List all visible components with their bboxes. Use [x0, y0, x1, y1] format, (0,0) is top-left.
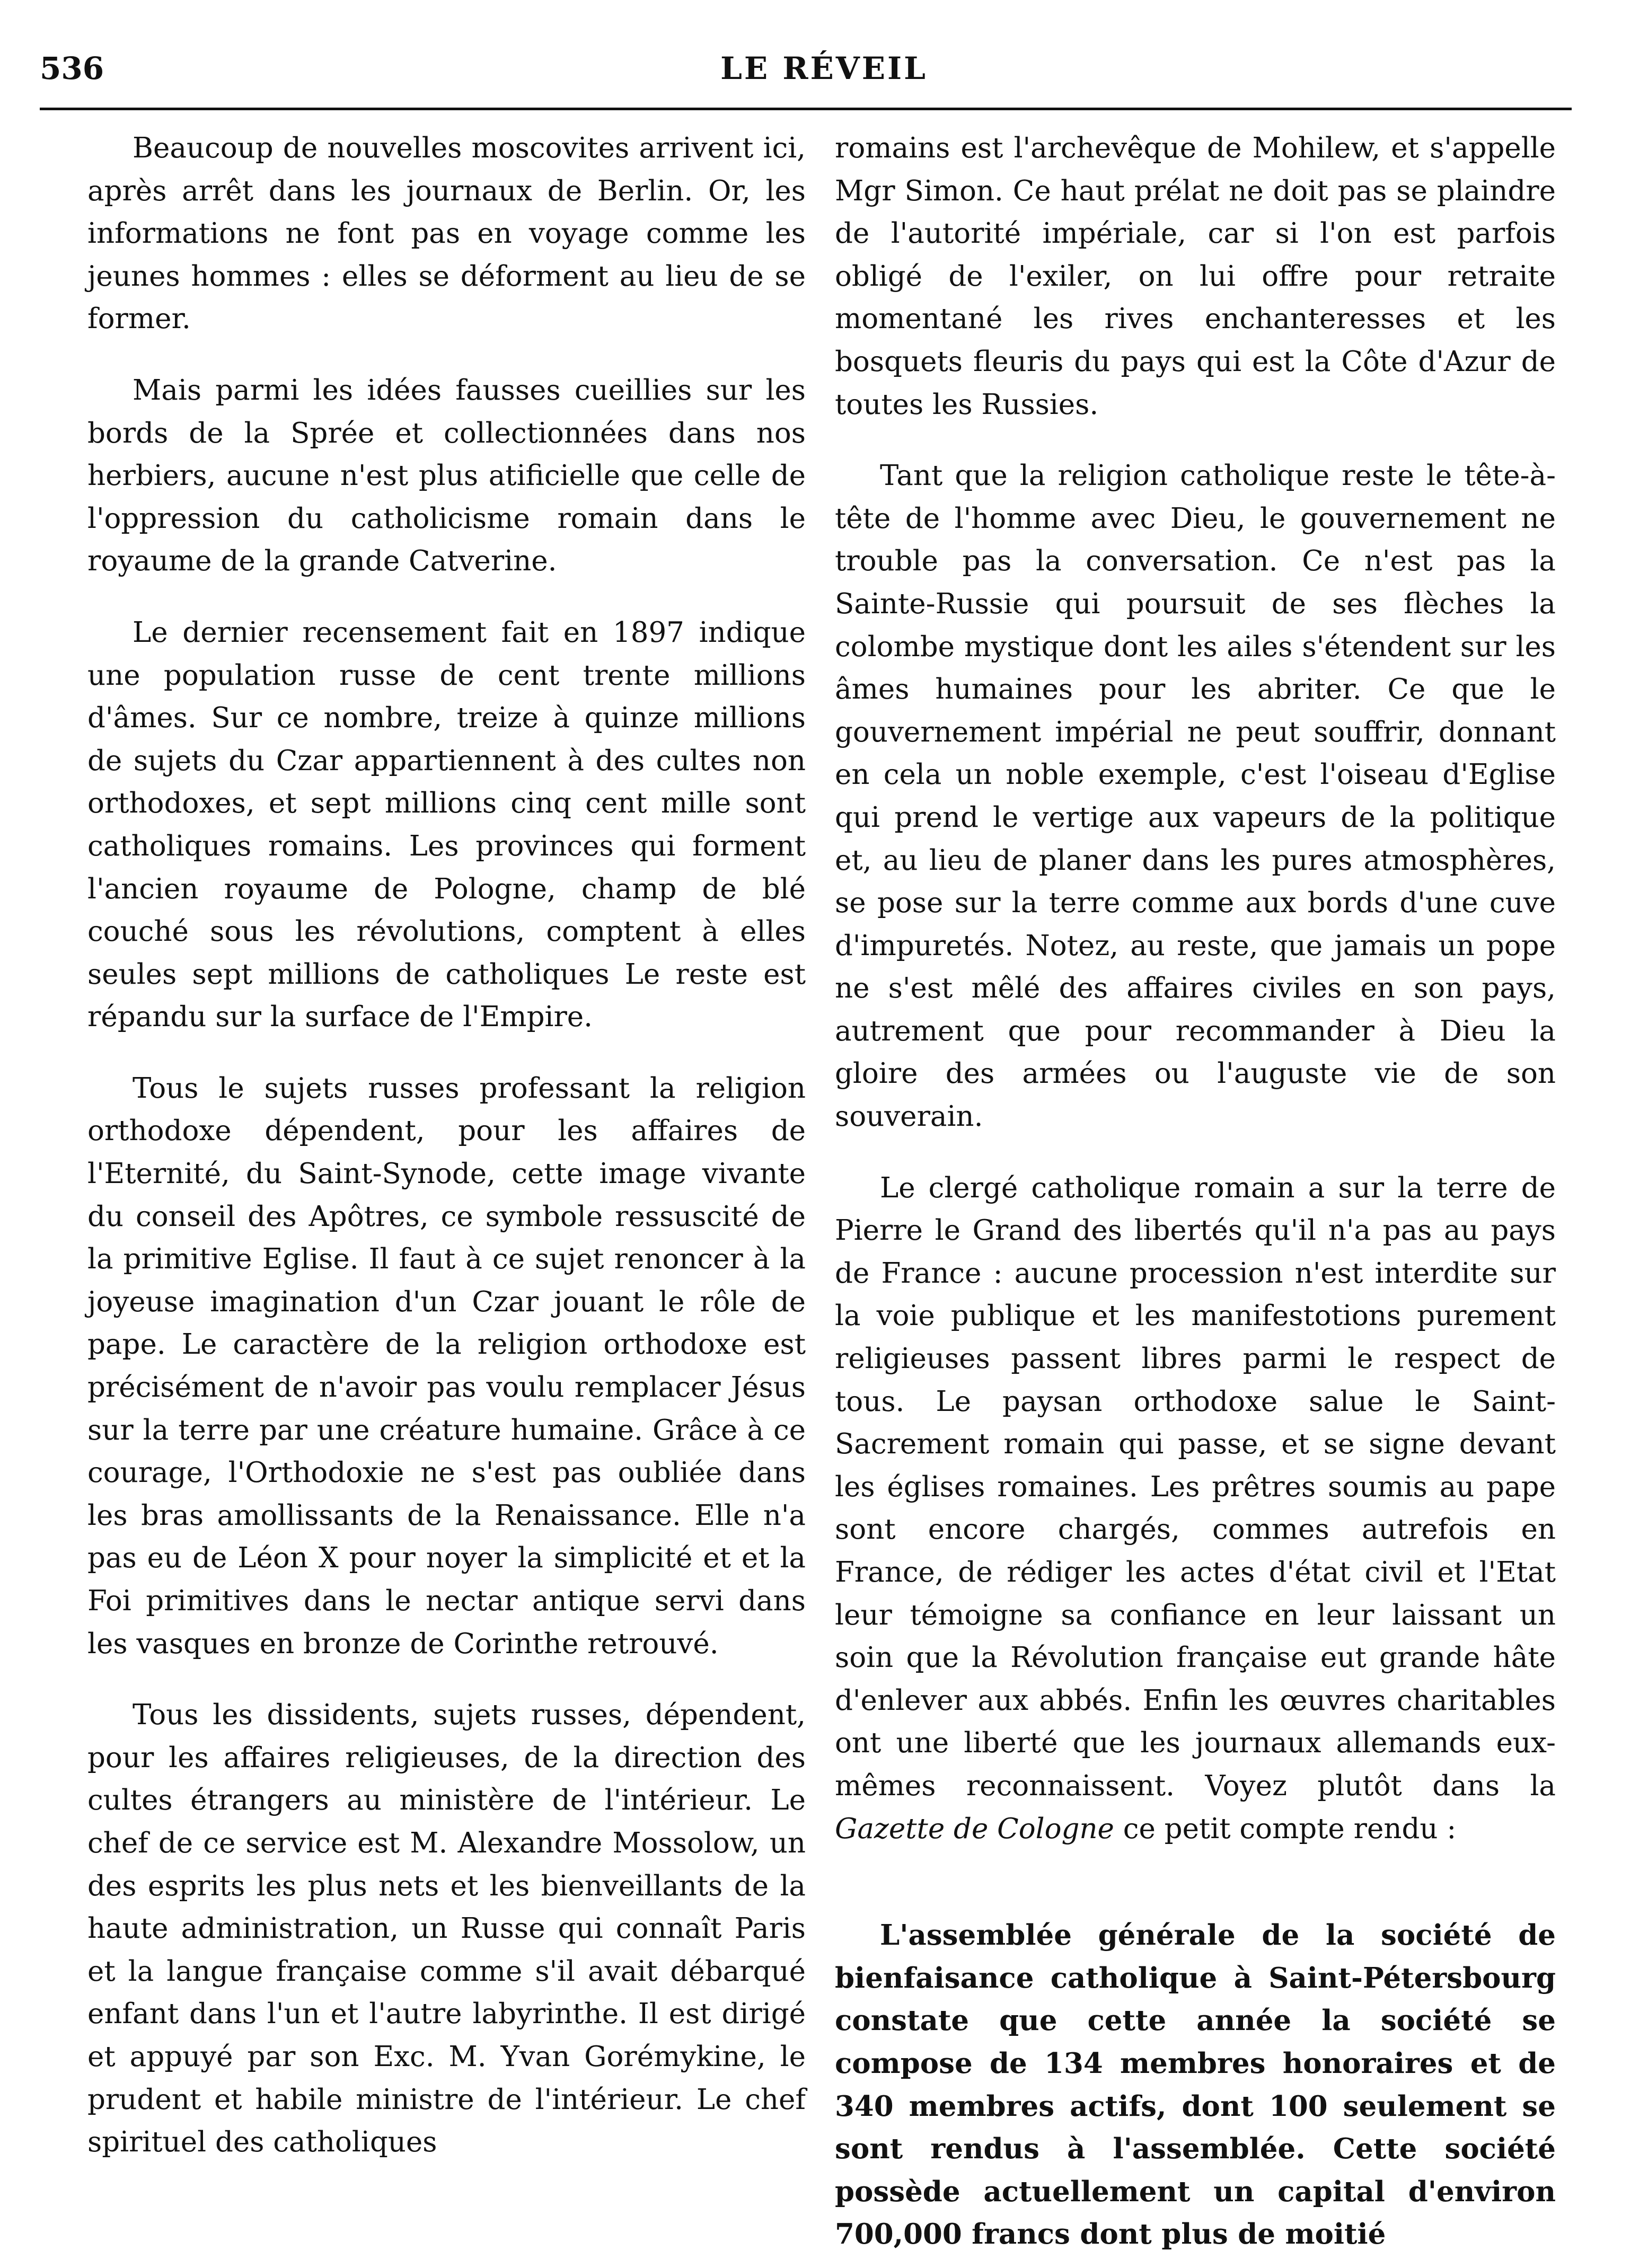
right-column — [835, 127, 1556, 2256]
page-number: 536 — [40, 50, 104, 86]
paragraph: Le dernier recensement fait en 1897 indique une population russe de cent trente millions d'âmes. Sur ce nombre, treize à quinze millions de sujets du Czar appartiennent à des cultes non orthodoxes, et sept millions cinq cent mille sont catholiques romains. Les provinces qui forment l'ancien royaume de Pologne, champ de blé couché sous les révolutions, comptent à elles seules sept millions de catholiques Le reste est répandu sur la surface de l'Empire. — [87, 616, 806, 1034]
header-rule — [40, 108, 1572, 110]
paragraph-continuation: romains est l'archevêque de Mohilew, et s'appelle Mgr Simon. Ce haut prélat ne doit pas se plaindre de l'autorité impériale, car si l'on est parfois obligé de l'exiler, on lui offre pour retraite momentané les rives enchanteresses et les bosquets fleuris du pays qui est la Côte d'Azur de toutes les Russies. — [835, 132, 1556, 421]
newspaper-title: Gazette de Cologne — [835, 1812, 1114, 1845]
paragraph: Tant que la religion catholique reste le tête-à-tête de l'homme avec Dieu, le gouvernement ne trouble pas la conversation. Ce n'est pas la Sainte-Russie qui poursuit de ses flèches la colombe mystique dont les ailes s'étendent sur les âmes humaines pour les abriter. Ce que le gouvernement impérial ne peut souffrir, donnant en cela un noble exemple, c'est l'oiseau d'Eglise qui prend le vertige aux vapeurs de la politique et, au lieu de planer dans les pures atmosphères, se pose sur la terre comme aux bords d'une cuve d'impuretés. Notez, au reste, que jamais un pope ne s'est mêlé des affaires civiles en son pays, autrement que pour recommander à Dieu la gloire des armées ou l'auguste vie de son souverain. — [835, 460, 1556, 1133]
paragraph: Tous les dissidents, sujets russes, dépendent, pour les affaires religieuses, de la direction des cultes étrangers au ministère de l'intérieur. Le chef de ce service est M. Alexandre Mossolow, un des esprits les plus nets et les bienveillants de la haute administration, un Russe qui connaît Paris et la langue française comme s'il avait débarqué enfant dans l'un et l'autre labyrinthe. Il est dirigé et appuyé par son Exc. M. Yvan Gorémykine, le prudent et habile ministre de l'intérieur. Le chef spirituel des catholiques — [87, 1699, 806, 2159]
quoted-report: L'assemblée générale de la société de bienfaisance catholique à Saint-Pétersbourg constate que cette année la société se compose de 134 membres honoraires et de 340 membres actifs, dont 100 seulement se sont rendus à l'assemblée. Cette société possède actuellement un capital d'environ 700,000 francs dont plus de moitié — [835, 1919, 1556, 2251]
paragraph: Mais parmi les idées fausses cueillies sur les bords de la Sprée et collectionnées dans nos herbiers, aucune n'est plus atificielle que celle de l'oppression du catholicisme romain dans le royaume de la grande Catverine. — [87, 374, 806, 578]
paragraph: Tous le sujets russes professant la religion orthodoxe dépendent, pour les affaires de l'Eternité, du Saint-Synode, cette image vivante du conseil des Apôtres, ce symbole ressuscité de la primitive Eglise. Il faut à ce sujet renoncer à la joyeuse imagination d'un Czar jouant le rôle de pape. Le caractère de la religion orthodoxe est précisément de n'avoir pas voulu remplacer Jésus sur la terre par une créature humaine. Grâce à ce courage, l'Orthodoxie ne s'est pas oubliée dans les bras amollissants de la Renaissance. Elle n'a pas eu de Léon X pour noyer la simplicité et et la Foi primitives dans le nectar antique servi dans les vasques en bronze de Corinthe retrouvé. — [87, 1072, 806, 1660]
paragraph-gazette: Le clergé catholique romain a sur la terre de Pierre le Grand des libertés qu'il n'a pas au pays de France : aucune procession n'est interdite sur la voie publique et les manifestotions purement religieuses passent libres parmi le respect de tous. Le paysan orthodoxe salue le Saint-Sacrement romain qui passe, et se signe devant les églises romaines. Les prêtres soumis au pape sont encore chargés, commes autrefois en France, de rédiger les actes d'état civil et l'Etat leur témoigne sa confiance en leur laissant un soin que la Révolution française eut grande hâte d'enlever aux abbés. Enfin les œuvres charitables ont une liberté que les journaux allemands eux-mêmes reconnaissent. Voyez plutôt dans la Gazette de Cologne ce petit compte rendu : — [835, 1171, 1556, 1845]
left-column — [87, 127, 806, 2164]
running-title: LE RÉVEIL — [720, 50, 928, 86]
paragraph: Beaucoup de nouvelles moscovites arrivent ici, après arrêt dans les journaux de Berlin. Or, les informations ne font pas en voyage comme les jeunes hommes : elles se déforment au lieu de se former. — [87, 132, 806, 336]
